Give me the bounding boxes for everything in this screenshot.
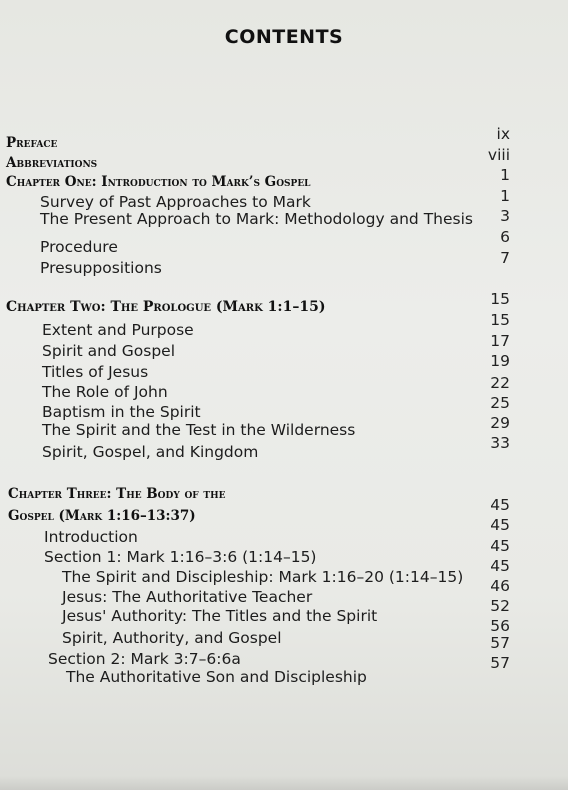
toc-entry-spirit-gospel: Spirit and Gospel	[42, 342, 176, 360]
toc-entry-extent: Extent and Purpose	[42, 321, 194, 339]
page-title: CONTENTS	[224, 26, 344, 48]
toc-page-introduction: 45	[490, 516, 510, 534]
toc-entry-kingdom: Spirit, Gospel, and Kingdom	[42, 443, 259, 461]
toc-page-survey: 1	[500, 187, 510, 205]
toc-entry-teacher: Jesus: The Authoritative Teacher	[62, 588, 313, 606]
toc-entry-discipleship: The Spirit and Discipleship: Mark 1:16–20 (1:14–15)	[62, 568, 464, 586]
toc-page-titles: 19	[490, 352, 510, 370]
toc-entry-presuppositions: Presuppositions	[40, 259, 162, 277]
toc-page-authority-titles: 52	[490, 597, 510, 615]
toc-page-extent: 15	[490, 311, 510, 329]
toc-page-chapter-one: 1	[500, 166, 510, 184]
toc-entry-survey: Survey of Past Approaches to Mark	[40, 193, 311, 211]
toc-entry-abbreviations: Abbreviations	[6, 155, 98, 171]
toc-page-preface: ix	[496, 125, 510, 143]
toc-entry-preface: Preface	[6, 135, 58, 151]
toc-entry-present-approach: The Present Approach to Mark: Methodology and Thesis	[40, 210, 473, 228]
toc-page-chapter-two: 15	[490, 290, 510, 308]
toc-page-teacher: 46	[490, 577, 510, 595]
toc-entry-chapter-three-cont: Gospel (Mark 1:16–13:37)	[8, 508, 196, 524]
toc-page-section-1: 45	[490, 537, 510, 555]
toc-entry-titles: Titles of Jesus	[42, 363, 149, 381]
toc-entry-authority-titles: Jesus' Authority: The Titles and the Spirit	[62, 607, 378, 625]
toc-page-section-2: 57	[490, 634, 510, 652]
toc-page-baptism: 25	[490, 394, 510, 412]
toc-page-procedure: 6	[500, 228, 510, 246]
toc-entry-spirit-authority: Spirit, Authority, and Gospel	[62, 629, 282, 647]
toc-entry-introduction: Introduction	[44, 528, 138, 546]
toc-entry-chapter-three: Chapter Three: The Body of the	[8, 486, 226, 502]
toc-page-present-approach: 3	[500, 207, 510, 225]
toc-page-kingdom: 33	[490, 434, 510, 452]
toc-page-chapter-three: 45	[490, 496, 510, 514]
toc-entry-section-1: Section 1: Mark 1:16–3:6 (1:14–15)	[44, 548, 317, 566]
toc-entry-role-john: The Role of John	[42, 383, 168, 401]
toc-page-discipleship: 45	[490, 557, 510, 575]
toc-entry-baptism: Baptism in the Spirit	[42, 403, 201, 421]
toc-page-authoritative-son: 57	[490, 654, 510, 672]
toc-page-wilderness: 29	[490, 414, 510, 432]
toc-page-abbreviations: viii	[487, 146, 510, 164]
toc-entry-wilderness: The Spirit and the Test in the Wilderness	[42, 421, 356, 439]
toc-page-presuppositions: 7	[500, 249, 510, 267]
toc-page-role-john: 22	[490, 374, 510, 392]
toc-page-spirit-gospel: 17	[490, 332, 510, 350]
toc-entry-chapter-one: Chapter One: Introduction to Mark’s Gospel	[6, 174, 311, 190]
page-bottom-shadow	[0, 776, 568, 790]
toc-entry-procedure: Procedure	[40, 238, 118, 256]
toc-entry-section-2: Section 2: Mark 3:7–6:6a	[48, 650, 241, 668]
toc-page-spirit-authority: 56	[490, 617, 510, 635]
toc-entry-chapter-two: Chapter Two: The Prologue (Mark 1:1–15)	[6, 299, 326, 315]
toc-entry-authoritative-son: The Authoritative Son and Discipleship	[66, 668, 367, 686]
